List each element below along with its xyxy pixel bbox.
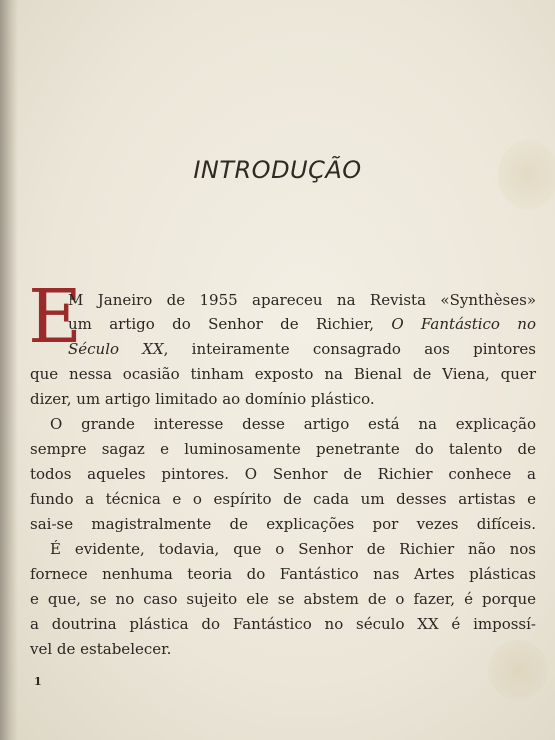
- book-spine-shadow: [0, 0, 18, 740]
- page-title: INTRODUÇÃO: [193, 156, 362, 184]
- text-line: e que, se no caso sujeito ele se abstem de o fazer, é porque: [30, 590, 536, 608]
- drop-cap: E: [28, 274, 83, 360]
- page-number: 1: [34, 675, 42, 688]
- italic-fragment: Século XX: [68, 340, 164, 358]
- text-line: É evidente, todavia, que o Senhor de Richier não nos: [50, 540, 536, 558]
- italic-fragment: O Fantástico no: [391, 315, 536, 333]
- paper-stain: [488, 640, 548, 700]
- text-line: M Janeiro de 1955 apareceu na Revista «Synthèses»: [68, 291, 536, 309]
- text-line: vel de estabelecer.: [30, 640, 172, 658]
- text-line: sempre sagaz e luminosamente penetrante do talento de: [30, 440, 536, 458]
- text-line: O grande interesse desse artigo está na explicação: [50, 415, 536, 433]
- text-line: a doutrina plástica do Fantástico no século XX é impossí-: [30, 615, 536, 633]
- text-line: todos aqueles pintores. O Senhor de Richier conhece a: [30, 465, 536, 483]
- text-line: [68, 339, 536, 359]
- text-line: fornece nenhuma teoria do Fantástico nas Artes plásticas: [30, 565, 536, 583]
- text-line: [68, 314, 536, 334]
- text-line: fundo a técnica e o espírito de cada um desses artistas e: [30, 490, 536, 508]
- text-fragment: , inteiramente consagrado aos pintores: [163, 340, 536, 358]
- text-line: dizer, um artigo limitado ao domínio plástico.: [30, 390, 375, 408]
- text-line: sai-se magistralmente de explicações por vezes difíceis.: [30, 515, 536, 533]
- text-line: que nessa ocasião tinham exposto na Bienal de Viena, quer: [30, 365, 536, 383]
- text-fragment: um artigo do Senhor de Richier,: [68, 315, 392, 333]
